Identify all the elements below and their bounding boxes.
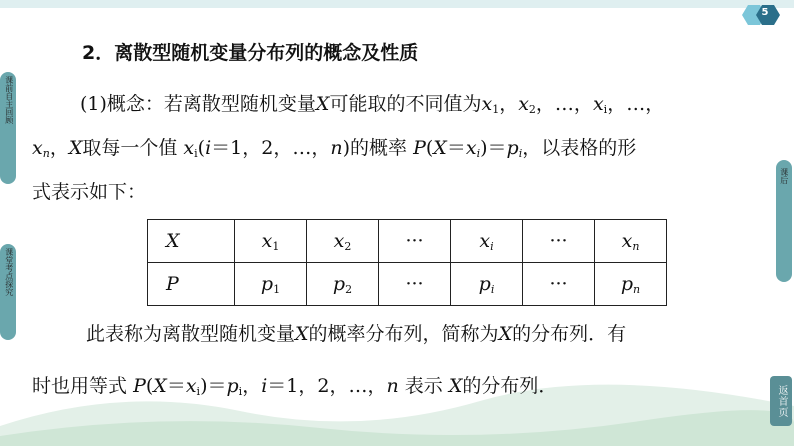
- distribution-table: [147, 219, 667, 306]
- table-cell: $p_i$: [451, 263, 523, 306]
- table-cell: $x_n$: [595, 220, 667, 263]
- side-tab-explore-label: 课堂考点探究: [4, 248, 14, 296]
- page-number: 5: [761, 7, 769, 18]
- summary-line-1: 此表称为离散型随机变量X的概率分布列，简称为X的分布列．有: [86, 323, 627, 345]
- side-tab-review-label: 课前自主回顾: [4, 76, 14, 124]
- section-heading: 2．离散型随机变量分布列的概念及性质: [82, 42, 419, 64]
- table-cell: ···: [379, 220, 451, 263]
- table-row: [148, 263, 667, 306]
- return-home-button[interactable]: 返首页: [770, 376, 792, 426]
- table-cell: $p_n$: [595, 263, 667, 306]
- concept-line-3: 式表示如下：: [32, 181, 147, 203]
- table-cell: X: [148, 220, 235, 263]
- table-cell: ···: [523, 263, 595, 306]
- concept-line-1: (1)概念：若离散型随机变量X可能取的不同值为$x_1$，$x_2$，…，$x_i$，…，: [80, 93, 665, 116]
- table-row: [148, 220, 667, 263]
- table-cell: $x_1$: [235, 220, 307, 263]
- table-cell: $x_i$: [451, 220, 523, 263]
- table-cell: $p_1$: [235, 263, 307, 306]
- summary-line-2: 时也用等式 $P(X=x_i)=p_i$，i＝1，2，…，n 表示 X的分布列．: [32, 375, 558, 398]
- table-cell: ···: [379, 263, 451, 306]
- table-cell: $x_2$: [307, 220, 379, 263]
- concept-line-2: $x_n$，X取每一个值 $x_i(i=1$，2，…，n)的概率 $P(X=x_i)=p_i$，以表格的形: [32, 137, 637, 160]
- side-tab-after-class-label: 课后: [779, 168, 789, 184]
- top-band: [0, 0, 794, 8]
- table-cell: P: [148, 263, 235, 306]
- table-cell: $p_2$: [307, 263, 379, 306]
- table-cell: ···: [523, 220, 595, 263]
